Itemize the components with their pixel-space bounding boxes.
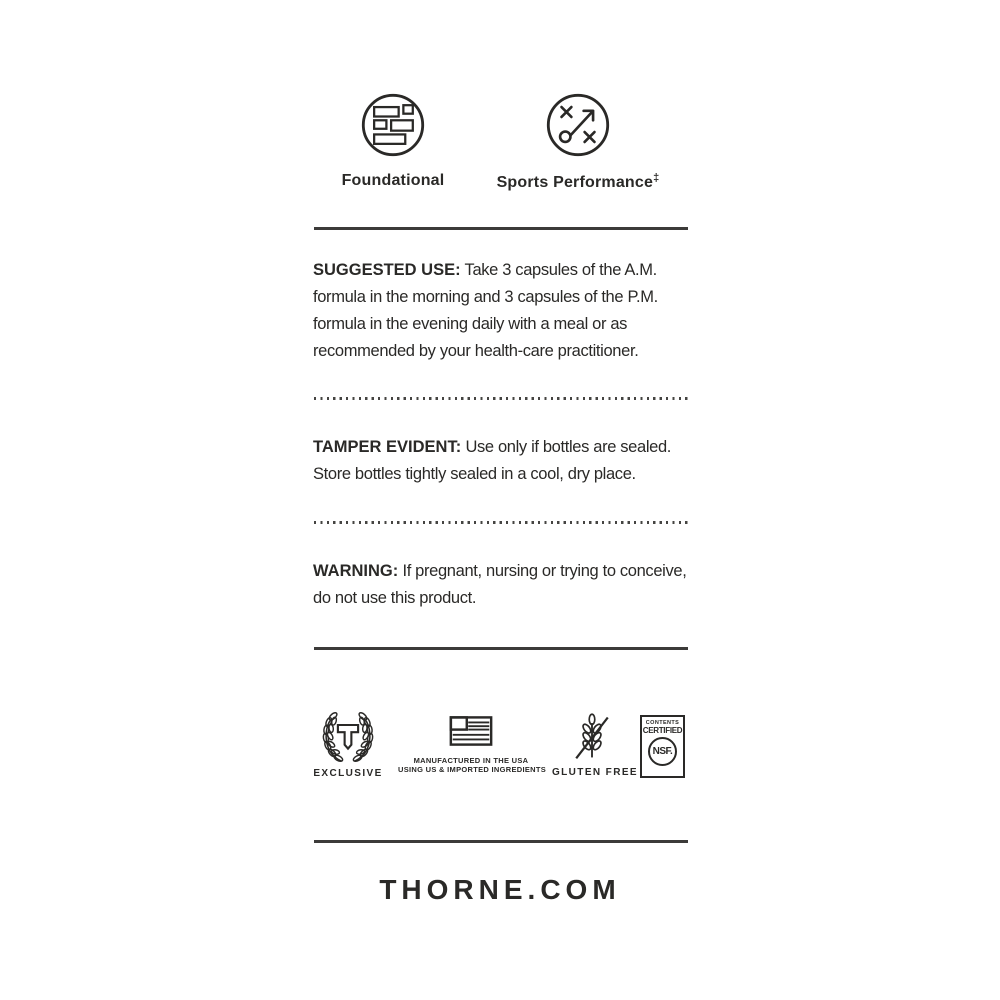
double-dagger-superscript: ‡	[653, 172, 660, 184]
made-in-usa-badge	[398, 716, 547, 774]
exclusive-label: EXCLUSIVE	[313, 768, 383, 779]
made-in-usa-caption	[398, 756, 547, 774]
dotted-divider-2	[314, 521, 688, 524]
nsf-mark-icon: NSF.	[648, 737, 677, 766]
suggested-use-section	[313, 257, 691, 365]
thorne-exclusive-badge	[306, 712, 390, 779]
gluten-free-label: GLUTEN FREE	[552, 767, 638, 778]
tamper-evident-body: Use only if bottles are sealed. Store bottles tightly sealed in a cool, dry place.	[313, 438, 672, 483]
badge-sports-performance-label	[480, 172, 676, 192]
divider-top	[314, 227, 688, 230]
warning-section	[313, 558, 691, 612]
foundational-icon	[360, 92, 426, 158]
divider-bottom	[314, 840, 688, 843]
badge-foundational	[326, 92, 460, 190]
nsf-certified-badge	[640, 715, 685, 778]
wheat-slash-icon	[569, 711, 615, 763]
us-flag-icon	[449, 716, 493, 746]
badge-sports-performance-text: Sports Performance	[496, 174, 654, 191]
nsf-contents-text: CONTENTS	[645, 720, 680, 726]
made-in-usa-line2: USING US & IMPORTED INGREDIENTS	[398, 765, 547, 774]
suggested-use-body: Take 3 capsules of the A.M. formula in the morning and 3 capsules of the P.M. formula in the evening daily with a meal or as recommended by your health-care practitioner.	[313, 261, 658, 360]
dotted-divider-1	[314, 397, 688, 400]
warning-body: If pregnant, nursing or trying to conceive, do not use this product.	[313, 562, 687, 607]
warning-heading: WARNING:	[313, 562, 399, 580]
suggested-use-heading: SUGGESTED USE:	[313, 261, 461, 279]
badge-sports-performance	[480, 92, 676, 192]
tamper-evident-section	[313, 434, 691, 488]
nsf-certified-text: CERTIFIED	[642, 726, 683, 735]
badge-foundational-label: Foundational	[341, 172, 445, 189]
gluten-free-badge	[552, 711, 638, 778]
tamper-evident-heading: TAMPER EVIDENT:	[313, 438, 462, 456]
laurel-wreath-t-icon	[317, 712, 379, 764]
sports-performance-icon	[545, 92, 611, 158]
website-text: THORNE.COM	[379, 874, 621, 905]
divider-middle	[314, 647, 688, 650]
made-in-usa-line1: MANUFACTURED IN THE USA	[413, 756, 529, 765]
